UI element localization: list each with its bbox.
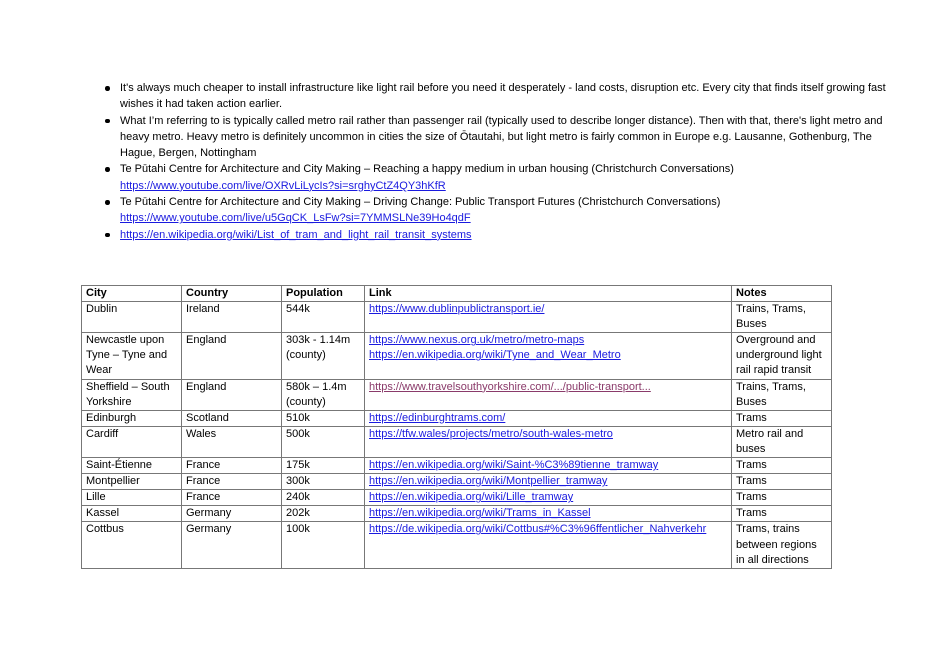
cell-notes: Trams xyxy=(732,410,832,426)
transit-link[interactable]: https://en.wikipedia.org/wiki/Trams_in_Kassel xyxy=(369,507,591,520)
cell-notes: Trains, Trams, Buses xyxy=(732,302,832,333)
bullet-item xyxy=(120,113,890,162)
table-row xyxy=(82,426,832,457)
cell-city: Edinburgh xyxy=(82,410,182,426)
cell-city: Sheffield – South Yorkshire xyxy=(82,379,182,410)
transit-link[interactable]: https://en.wikipedia.org/wiki/Montpellier_tramway xyxy=(369,475,608,488)
bullet-item xyxy=(120,227,890,243)
transit-link[interactable]: https://tfw.wales/projects/metro/south-wales-metro xyxy=(369,427,613,440)
notes-bullet-list xyxy=(100,80,890,243)
table-row xyxy=(82,474,832,490)
cell-population: 240k xyxy=(282,490,365,506)
bullet-text: Te Pūtahi Centre for Architecture and City Making – Driving Change: Public Transport Futures (Christchurch Conversations) xyxy=(120,196,721,209)
cell-country: Ireland xyxy=(182,302,282,333)
transit-link[interactable]: https://en.wikipedia.org/wiki/Saint-%C3%89tienne_tramway xyxy=(369,459,659,472)
cell-country: France xyxy=(182,458,282,474)
bullet-item xyxy=(120,194,890,227)
cell-population: 175k xyxy=(282,458,365,474)
cell-population: 500k xyxy=(282,426,365,457)
cell-city: Lille xyxy=(82,490,182,506)
table-row xyxy=(82,506,832,522)
table-row xyxy=(82,410,832,426)
cell-population: 510k xyxy=(282,410,365,426)
cell-population: 580k – 1.4m (county) xyxy=(282,379,365,410)
cell-country: England xyxy=(182,333,282,379)
cell-country: Wales xyxy=(182,426,282,457)
cell-country: Germany xyxy=(182,506,282,522)
bullet-item xyxy=(120,161,890,194)
cell-notes: Trains, Trams, Buses xyxy=(732,379,832,410)
transit-link[interactable]: https://edinburghtrams.com/ xyxy=(369,411,506,424)
table-row xyxy=(82,379,832,410)
column-header-notes: Notes xyxy=(732,286,832,302)
cell-link xyxy=(365,379,732,410)
cell-link xyxy=(365,458,732,474)
column-header-country: Country xyxy=(182,286,282,302)
cell-country: Scotland xyxy=(182,410,282,426)
table-row xyxy=(82,302,832,333)
bullet-link[interactable]: https://www.youtube.com/live/u5GqCK_LsFw?si=7YMMSLNe39Ho4qdF xyxy=(120,212,471,225)
cell-country: Germany xyxy=(182,522,282,568)
bullet-link[interactable]: https://en.wikipedia.org/wiki/List_of_tram_and_light_rail_transit_systems xyxy=(120,228,472,241)
cell-city: Montpellier xyxy=(82,474,182,490)
cell-link xyxy=(365,410,732,426)
cell-notes: Metro rail and buses xyxy=(732,426,832,457)
transit-link[interactable]: https://www.nexus.org.uk/metro/metro-maps xyxy=(369,334,585,347)
cell-notes: Trams xyxy=(732,458,832,474)
cell-population: 303k - 1.14m (county) xyxy=(282,333,365,379)
cell-notes: Trams xyxy=(732,490,832,506)
cell-city: Newcastle upon Tyne – Tyne and Wear xyxy=(82,333,182,379)
transit-link[interactable]: https://de.wikipedia.org/wiki/Cottbus#%C3%96ffentlicher_Nahverkehr xyxy=(369,523,707,536)
cell-notes: Trams xyxy=(732,506,832,522)
table-row xyxy=(82,522,832,568)
cities-table xyxy=(81,285,832,569)
cell-city: Saint-Étienne xyxy=(82,458,182,474)
cell-link xyxy=(365,333,732,379)
transit-link[interactable]: https://www.travelsouthyorkshire.com/.../public-transport... xyxy=(369,380,651,393)
cell-city: Cottbus xyxy=(82,522,182,568)
transit-link[interactable]: https://www.dublinpublictransport.ie/ xyxy=(369,303,545,316)
cell-country: France xyxy=(182,474,282,490)
column-header-population: Population xyxy=(282,286,365,302)
cell-city: Cardiff xyxy=(82,426,182,457)
bullet-link[interactable]: https://www.youtube.com/live/OXRvLiLycIs?si=srghyCtZ4QY3hKfR xyxy=(120,179,446,192)
transit-link[interactable]: https://en.wikipedia.org/wiki/Tyne_and_Wear_Metro xyxy=(369,349,621,362)
cell-city: Kassel xyxy=(82,506,182,522)
cell-country: France xyxy=(182,490,282,506)
column-header-city: City xyxy=(82,286,182,302)
cell-population: 544k xyxy=(282,302,365,333)
cell-city: Dublin xyxy=(82,302,182,333)
cell-link xyxy=(365,506,732,522)
cell-notes: Trams xyxy=(732,474,832,490)
cell-notes: Overground and underground light rail rapid transit xyxy=(732,333,832,379)
transit-link[interactable]: https://en.wikipedia.org/wiki/Lille_tramway xyxy=(369,491,574,504)
bullet-text: What I’m referring to is typically called metro rail rather than passenger rail (typically used to describe longer distance). Then with that, there's light metro and heavy metro. Heavy metro is definitely uncommon in cities the size of Ōtautahi, but light metro is fairly common in Europe e.g. Lausanne, Gothenburg, The Hague, Bergen, Nottingham xyxy=(120,114,883,160)
cell-link xyxy=(365,474,732,490)
cell-country: England xyxy=(182,379,282,410)
bullet-text: It's always much cheaper to install infrastructure like light rail before you need it desperately - land costs, disruption etc. Every city that finds itself growing fast wishes it had taken action earlier. xyxy=(120,82,886,111)
cell-link xyxy=(365,426,732,457)
cell-link xyxy=(365,302,732,333)
cell-population: 300k xyxy=(282,474,365,490)
cell-link xyxy=(365,522,732,568)
bullet-item xyxy=(120,80,890,113)
table-row xyxy=(82,458,832,474)
cell-population: 202k xyxy=(282,506,365,522)
table-header-row xyxy=(82,286,832,302)
cell-link xyxy=(365,490,732,506)
table-row xyxy=(82,333,832,379)
bullet-text: Te Pūtahi Centre for Architecture and City Making – Reaching a happy medium in urban housing (Christchurch Conversations) xyxy=(120,163,734,176)
table-row xyxy=(82,490,832,506)
cell-population: 100k xyxy=(282,522,365,568)
cell-notes: Trams, trains between regions in all directions xyxy=(732,522,832,568)
table-body xyxy=(82,302,832,569)
column-header-link: Link xyxy=(365,286,732,302)
